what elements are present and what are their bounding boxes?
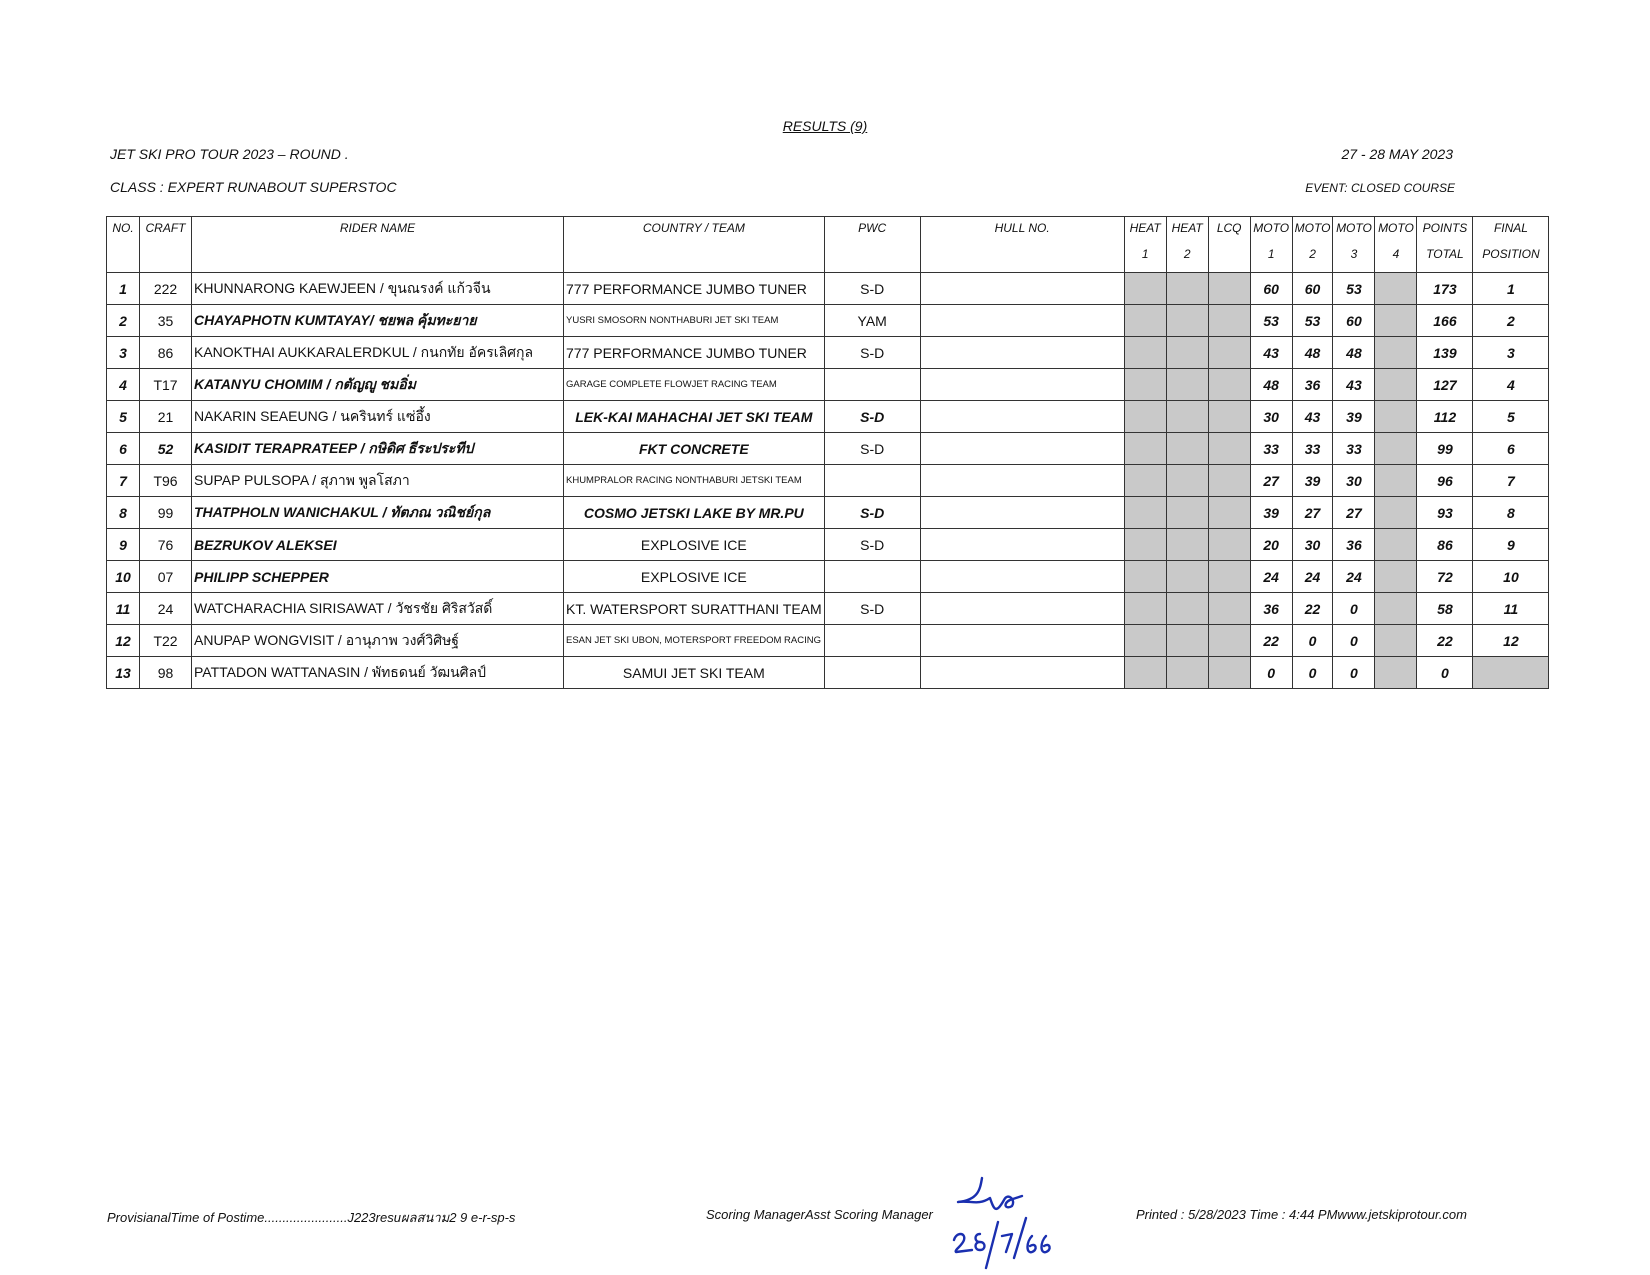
- row-heat2: [1166, 625, 1208, 657]
- row-moto1: 20: [1250, 529, 1292, 561]
- footer-scoring-manager: Scoring ManagerAsst Scoring Manager: [706, 1207, 933, 1222]
- table-row: [107, 561, 1549, 593]
- row-lcq: [1208, 401, 1250, 433]
- row-final-position: 6: [1473, 433, 1549, 465]
- row-team: KT. WATERSPORT SURATTHANI TEAM: [564, 593, 825, 625]
- row-moto1: 30: [1250, 401, 1292, 433]
- row-hull: [920, 657, 1124, 689]
- row-heat2: [1166, 401, 1208, 433]
- row-no: 5: [107, 401, 140, 433]
- row-hull: [920, 465, 1124, 497]
- row-moto3: 43: [1333, 369, 1375, 401]
- row-pwc: YAM: [824, 305, 920, 337]
- col-team: COUNTRY / TEAM: [564, 217, 825, 273]
- row-craft: 52: [140, 433, 192, 465]
- row-craft: 76: [140, 529, 192, 561]
- row-hull: [920, 401, 1124, 433]
- row-moto1: 48: [1250, 369, 1292, 401]
- row-heat2: [1166, 657, 1208, 689]
- row-points-total: 22: [1417, 625, 1473, 657]
- row-team: COSMO JETSKI LAKE BY MR.PU: [564, 497, 825, 529]
- row-final-position: 1: [1473, 273, 1549, 305]
- row-moto2: 48: [1292, 337, 1333, 369]
- row-lcq: [1208, 273, 1250, 305]
- row-points-total: 86: [1417, 529, 1473, 561]
- row-moto4: [1375, 465, 1417, 497]
- row-craft: 99: [140, 497, 192, 529]
- row-rider-name: ANUPAP WONGVISIT / อานุภาพ วงศ์วิศิษฐ์: [192, 625, 564, 657]
- row-craft: 24: [140, 593, 192, 625]
- row-no: 13: [107, 657, 140, 689]
- row-final-position: 8: [1473, 497, 1549, 529]
- row-moto2: 24: [1292, 561, 1333, 593]
- table-row: [107, 497, 1549, 529]
- row-moto4: [1375, 497, 1417, 529]
- row-points-total: 127: [1417, 369, 1473, 401]
- row-heat2: [1166, 593, 1208, 625]
- row-lcq: [1208, 497, 1250, 529]
- table-row: [107, 305, 1549, 337]
- row-no: 3: [107, 337, 140, 369]
- col-heat1: HEAT 1: [1124, 217, 1166, 273]
- row-team: SAMUI JET SKI TEAM: [564, 657, 825, 689]
- row-pwc: [824, 625, 920, 657]
- row-final-position: 4: [1473, 369, 1549, 401]
- row-points-total: 93: [1417, 497, 1473, 529]
- row-heat2: [1166, 529, 1208, 561]
- row-heat2: [1166, 337, 1208, 369]
- row-moto2: 27: [1292, 497, 1333, 529]
- row-heat1: [1124, 465, 1166, 497]
- row-lcq: [1208, 369, 1250, 401]
- row-heat1: [1124, 433, 1166, 465]
- row-no: 12: [107, 625, 140, 657]
- row-craft: 07: [140, 561, 192, 593]
- row-heat1: [1124, 529, 1166, 561]
- row-moto2: 30: [1292, 529, 1333, 561]
- col-heat2: HEAT 2: [1166, 217, 1208, 273]
- row-pwc: S-D: [824, 337, 920, 369]
- row-points-total: 173: [1417, 273, 1473, 305]
- row-craft: 98: [140, 657, 192, 689]
- row-lcq: [1208, 561, 1250, 593]
- row-rider-name: KHUNNARONG KAEWJEEN / ขุนณรงค์ แก้วจีน: [192, 273, 564, 305]
- footer-provisional: ProvisianalTime of Postime.......................J223resuผลสนาม2 9 e-r-sp-s: [107, 1210, 516, 1225]
- row-moto2: 0: [1292, 657, 1333, 689]
- row-points-total: 72: [1417, 561, 1473, 593]
- row-team: EXPLOSIVE ICE: [564, 529, 825, 561]
- row-no: 7: [107, 465, 140, 497]
- row-lcq: [1208, 337, 1250, 369]
- row-heat1: [1124, 337, 1166, 369]
- row-moto1: 27: [1250, 465, 1292, 497]
- col-craft: CRAFT: [140, 217, 192, 273]
- row-lcq: [1208, 593, 1250, 625]
- row-moto1: 60: [1250, 273, 1292, 305]
- row-heat2: [1166, 433, 1208, 465]
- row-craft: T17: [140, 369, 192, 401]
- row-moto4: [1375, 401, 1417, 433]
- row-moto3: 48: [1333, 337, 1375, 369]
- col-points: POINTS TOTAL: [1417, 217, 1473, 273]
- row-final-position: 5: [1473, 401, 1549, 433]
- row-team: EXPLOSIVE ICE: [564, 561, 825, 593]
- row-moto4: [1375, 369, 1417, 401]
- col-moto1: MOTO 1: [1250, 217, 1292, 273]
- row-hull: [920, 369, 1124, 401]
- col-final: FINAL POSITION: [1473, 217, 1549, 273]
- row-moto3: 0: [1333, 625, 1375, 657]
- row-rider-name: CHAYAPHOTN KUMTAYAY/ ชยพล คุ้มทะยาย: [192, 305, 564, 337]
- row-moto1: 36: [1250, 593, 1292, 625]
- col-no: NO.: [107, 217, 140, 273]
- row-hull: [920, 593, 1124, 625]
- table-row: [107, 401, 1549, 433]
- row-pwc: S-D: [824, 593, 920, 625]
- row-team: LEK-KAI MAHACHAI JET SKI TEAM: [564, 401, 825, 433]
- row-points-total: 96: [1417, 465, 1473, 497]
- event-name: JET SKI PRO TOUR 2023 – ROUND .: [110, 146, 349, 162]
- handwritten-signature: [950, 1170, 1060, 1270]
- row-heat2: [1166, 497, 1208, 529]
- row-hull: [920, 433, 1124, 465]
- row-no: 9: [107, 529, 140, 561]
- row-heat1: [1124, 657, 1166, 689]
- row-team: 777 PERFORMANCE JUMBO TUNER: [564, 337, 825, 369]
- row-lcq: [1208, 529, 1250, 561]
- row-hull: [920, 305, 1124, 337]
- row-moto1: 22: [1250, 625, 1292, 657]
- row-team: YUSRI SMOSORN NONTHABURI JET SKI TEAM: [564, 305, 825, 337]
- row-heat2: [1166, 561, 1208, 593]
- row-heat1: [1124, 625, 1166, 657]
- row-rider-name: PATTADON WATTANASIN / พัทธดนย์ วัฒนศิลป์: [192, 657, 564, 689]
- row-heat1: [1124, 401, 1166, 433]
- table-header-row: [107, 217, 1549, 273]
- row-moto2: 53: [1292, 305, 1333, 337]
- row-points-total: 99: [1417, 433, 1473, 465]
- row-final-position: 11: [1473, 593, 1549, 625]
- event-date: 27 - 28 MAY 2023: [1341, 146, 1453, 162]
- col-moto3: MOTO 3: [1333, 217, 1375, 273]
- row-moto1: 0: [1250, 657, 1292, 689]
- row-craft: 35: [140, 305, 192, 337]
- row-heat1: [1124, 369, 1166, 401]
- table-row: [107, 273, 1549, 305]
- row-points-total: 112: [1417, 401, 1473, 433]
- row-rider-name: THATPHOLN WANICHAKUL / ทัตภณ วณิชย์กุล: [192, 497, 564, 529]
- row-pwc: [824, 657, 920, 689]
- row-no: 8: [107, 497, 140, 529]
- row-moto3: 33: [1333, 433, 1375, 465]
- footer-printed: Printed : 5/28/2023 Time : 4:44 PMwww.jetskiprotour.com: [1135, 1207, 1467, 1222]
- row-points-total: 139: [1417, 337, 1473, 369]
- row-final-position: 12: [1473, 625, 1549, 657]
- row-heat1: [1124, 305, 1166, 337]
- row-craft: 222: [140, 273, 192, 305]
- row-moto1: 24: [1250, 561, 1292, 593]
- row-team: ESAN JET SKI UBON, MOTERSPORT FREEDOM RACING: [564, 625, 825, 657]
- row-lcq: [1208, 305, 1250, 337]
- row-craft: T96: [140, 465, 192, 497]
- row-team: FKT CONCRETE: [564, 433, 825, 465]
- row-moto4: [1375, 529, 1417, 561]
- row-no: 2: [107, 305, 140, 337]
- row-moto4: [1375, 657, 1417, 689]
- row-moto3: 24: [1333, 561, 1375, 593]
- row-moto2: 0: [1292, 625, 1333, 657]
- row-heat1: [1124, 593, 1166, 625]
- row-rider-name: NAKARIN SEAEUNG / นครินทร์ แซ่อึ้ง: [192, 401, 564, 433]
- table-row: [107, 657, 1549, 689]
- row-hull: [920, 529, 1124, 561]
- row-heat1: [1124, 561, 1166, 593]
- row-lcq: [1208, 465, 1250, 497]
- row-moto1: 43: [1250, 337, 1292, 369]
- col-moto2: MOTO 2: [1292, 217, 1333, 273]
- row-moto3: 53: [1333, 273, 1375, 305]
- row-hull: [920, 561, 1124, 593]
- row-moto1: 39: [1250, 497, 1292, 529]
- row-no: 1: [107, 273, 140, 305]
- row-moto3: 0: [1333, 593, 1375, 625]
- row-rider-name: WATCHARACHIA SIRISAWAT / วัชรชัย ศิริสวัสดิ์: [192, 593, 564, 625]
- row-points-total: 0: [1417, 657, 1473, 689]
- row-no: 4: [107, 369, 140, 401]
- table-row: [107, 465, 1549, 497]
- row-moto3: 36: [1333, 529, 1375, 561]
- row-rider-name: PHILIPP SCHEPPER: [192, 561, 564, 593]
- row-moto3: 0: [1333, 657, 1375, 689]
- row-moto3: 39: [1333, 401, 1375, 433]
- row-pwc: S-D: [824, 433, 920, 465]
- row-moto4: [1375, 337, 1417, 369]
- row-rider-name: SUPAP PULSOPA / สุภาพ พูลโสภา: [192, 465, 564, 497]
- row-team: GARAGE COMPLETE FLOWJET RACING TEAM: [564, 369, 825, 401]
- row-craft: 86: [140, 337, 192, 369]
- col-moto4: MOTO 4: [1375, 217, 1417, 273]
- table-row: [107, 369, 1549, 401]
- row-rider-name: KATANYU CHOMIM / กตัญญู ชมอิ่ม: [192, 369, 564, 401]
- col-rider: RIDER NAME: [192, 217, 564, 273]
- table-row: [107, 337, 1549, 369]
- row-pwc: S-D: [824, 529, 920, 561]
- row-heat1: [1124, 497, 1166, 529]
- row-moto2: 60: [1292, 273, 1333, 305]
- row-moto3: 27: [1333, 497, 1375, 529]
- row-pwc: S-D: [824, 273, 920, 305]
- row-moto4: [1375, 593, 1417, 625]
- table-row: [107, 433, 1549, 465]
- table-row: [107, 593, 1549, 625]
- results-table: [106, 216, 1549, 689]
- row-moto4: [1375, 305, 1417, 337]
- row-craft: 21: [140, 401, 192, 433]
- row-heat2: [1166, 369, 1208, 401]
- row-moto2: 39: [1292, 465, 1333, 497]
- row-moto2: 43: [1292, 401, 1333, 433]
- row-moto2: 22: [1292, 593, 1333, 625]
- course-type: EVENT: CLOSED COURSE: [1305, 181, 1455, 195]
- row-pwc: [824, 369, 920, 401]
- row-no: 10: [107, 561, 140, 593]
- row-points-total: 166: [1417, 305, 1473, 337]
- row-moto4: [1375, 273, 1417, 305]
- row-lcq: [1208, 433, 1250, 465]
- row-moto2: 36: [1292, 369, 1333, 401]
- row-heat2: [1166, 465, 1208, 497]
- col-hull: HULL NO.: [920, 217, 1124, 273]
- page-title: RESULTS (9): [782, 118, 868, 134]
- table-row: [107, 625, 1549, 657]
- row-final-position: 2: [1473, 305, 1549, 337]
- row-pwc: [824, 561, 920, 593]
- row-heat2: [1166, 273, 1208, 305]
- row-heat2: [1166, 305, 1208, 337]
- row-moto1: 53: [1250, 305, 1292, 337]
- row-lcq: [1208, 657, 1250, 689]
- table-row: [107, 529, 1549, 561]
- col-pwc: PWC: [824, 217, 920, 273]
- row-rider-name: KANOKTHAI AUKKARALERDKUL / กนกทัย อัครเลิศกุล: [192, 337, 564, 369]
- row-team: 777 PERFORMANCE JUMBO TUNER: [564, 273, 825, 305]
- row-moto2: 33: [1292, 433, 1333, 465]
- row-moto4: [1375, 433, 1417, 465]
- col-lcq: LCQ: [1208, 217, 1250, 273]
- row-moto3: 60: [1333, 305, 1375, 337]
- row-hull: [920, 625, 1124, 657]
- row-no: 6: [107, 433, 140, 465]
- class-name: CLASS : EXPERT RUNABOUT SUPERSTOC: [110, 179, 397, 195]
- row-final-position: 9: [1473, 529, 1549, 561]
- row-final-position: 3: [1473, 337, 1549, 369]
- row-pwc: [824, 465, 920, 497]
- row-pwc: S-D: [824, 497, 920, 529]
- row-team: KHUMPRALOR RACING NONTHABURI JETSKI TEAM: [564, 465, 825, 497]
- row-no: 11: [107, 593, 140, 625]
- row-pwc: S-D: [824, 401, 920, 433]
- row-rider-name: BEZRUKOV ALEKSEI: [192, 529, 564, 561]
- row-lcq: [1208, 625, 1250, 657]
- row-final-position: [1473, 657, 1549, 689]
- row-heat1: [1124, 273, 1166, 305]
- row-moto3: 30: [1333, 465, 1375, 497]
- row-hull: [920, 337, 1124, 369]
- row-rider-name: KASIDIT TERAPRATEEP / กษิดิศ ธีระประทีป: [192, 433, 564, 465]
- row-final-position: 10: [1473, 561, 1549, 593]
- row-hull: [920, 273, 1124, 305]
- row-moto4: [1375, 625, 1417, 657]
- row-final-position: 7: [1473, 465, 1549, 497]
- row-craft: T22: [140, 625, 192, 657]
- row-moto4: [1375, 561, 1417, 593]
- row-hull: [920, 497, 1124, 529]
- row-moto1: 33: [1250, 433, 1292, 465]
- row-points-total: 58: [1417, 593, 1473, 625]
